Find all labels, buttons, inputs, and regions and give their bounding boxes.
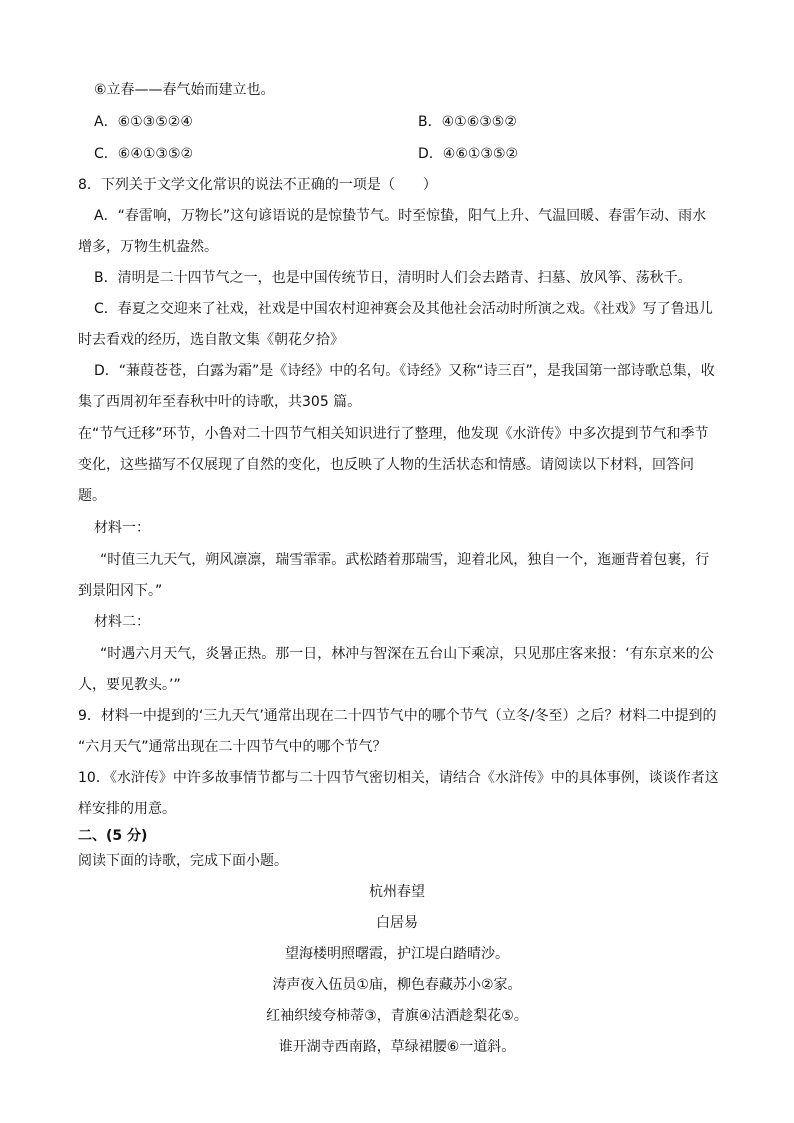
q8-option-d-line1: D．“蒹葭苍苍，白露为霜”是《诗经》中的名句。《诗经》又称“诗三百”，是我国第一部诗歌总集，收: [94, 363, 715, 379]
intro-line2: 变化，这些描写不仅展现了自然的变化，也反映了人物的生活状态和情感。请阅读以下材料，回答问: [78, 457, 694, 473]
material1-title: 材料一：: [94, 520, 150, 536]
material1-line1: “时值三九天气，朔风凛凛，瑞雪霏霏。武松踏着那瑞雪，迎着北风，独自一个，迤逦背着包裹，行: [100, 552, 710, 568]
material2-title: 材料二：: [94, 614, 150, 630]
q8-option-c-line2: 时去看戏的经历，选自散文集《朝花夕拾》: [78, 332, 344, 348]
q8-option-a-line1: A．“春雷响，万物长”这句谚语说的是惊蛰节气。时至惊蛰，阳气上升、气温回暖、春雷乍动、雨水: [94, 208, 707, 224]
material2-line1: “时遇六月天气，炎暑正热。那一日，林冲与智深在五台山下乘凉，只见那庄客来报：‘有东京来的公: [100, 646, 714, 662]
poem-title: 杭州春望: [369, 884, 425, 900]
q7-option-d: D．④⑥①③⑤②: [418, 146, 519, 162]
intro-line1: 在“节气迁移”环节，小鲁对二十四节气相关知识进行了整理，他发现《水浒传》中多次提到节气和季节: [78, 426, 709, 442]
poem-line: 望海楼明照曙霞，护江堤白踏晴沙。: [285, 946, 509, 962]
section2-instruction: 阅读下面的诗歌，完成下面小题。: [78, 853, 288, 869]
q9-line1: 9．材料一中提到的‘三九天气’通常出现在二十四节气中的哪个节气（立冬/冬至）之后？材料二中提到的: [78, 708, 717, 724]
q7-option-c: C．⑥④①③⑤②: [94, 146, 194, 162]
q7-option-a: A．⑥①③⑤②④: [94, 114, 193, 130]
q8-option-b: B．清明是二十四节气之一，也是中国传统节日，清明时人们会去踏青、扫墓、放风筝、荡秋千。: [94, 270, 692, 286]
q8-option-c-line1: C．春夏之交迎来了社戏，社戏是中国农村迎神赛会及其他社会活动时所演之戏。《社戏》写了鲁迅儿: [94, 301, 713, 317]
q7-option-b: B．④①⑥③⑤②: [418, 114, 517, 130]
section2-heading: 二、(5 分): [78, 828, 148, 844]
poem-line: 谁开湖寺西南路，草绿裙腰⑥一道斜。: [278, 1039, 516, 1055]
material2-line2: 人，要见教头。’”: [78, 677, 181, 693]
q8-option-d-line2: 集了西周初年至春秋中叶的诗歌，共305 篇。: [78, 394, 362, 410]
q8-option-a-line2: 增多，万物生机盎然。: [78, 239, 218, 255]
q9-line2: “六月天气”通常出现在二十四节气中的哪个节气？: [78, 739, 387, 755]
q10-line2: 样安排的用意。: [78, 801, 176, 817]
poem-line: 红袖织绫夸柿蒂③，青旗④沽酒趁梨花⑤。: [266, 1008, 528, 1024]
q7-item-6: ⑥立春——春气始而建立也。: [94, 82, 275, 98]
poem-author: 白居易: [376, 915, 418, 931]
poem-line: 涛声夜入伍员①庙，柳色春藏苏小②家。: [272, 977, 522, 993]
q10-line1: 10．《水浒传》中许多故事情节都与二十四节气密切相关，请结合《水浒传》中的具体事例，谈谈作者这: [78, 770, 719, 786]
q8-stem: 8．下列关于文学文化常识的说法不正确的一项是（ ）: [78, 177, 437, 193]
intro-line3: 题。: [78, 488, 106, 504]
material1-line2: 到景阳冈下。”: [78, 583, 163, 599]
